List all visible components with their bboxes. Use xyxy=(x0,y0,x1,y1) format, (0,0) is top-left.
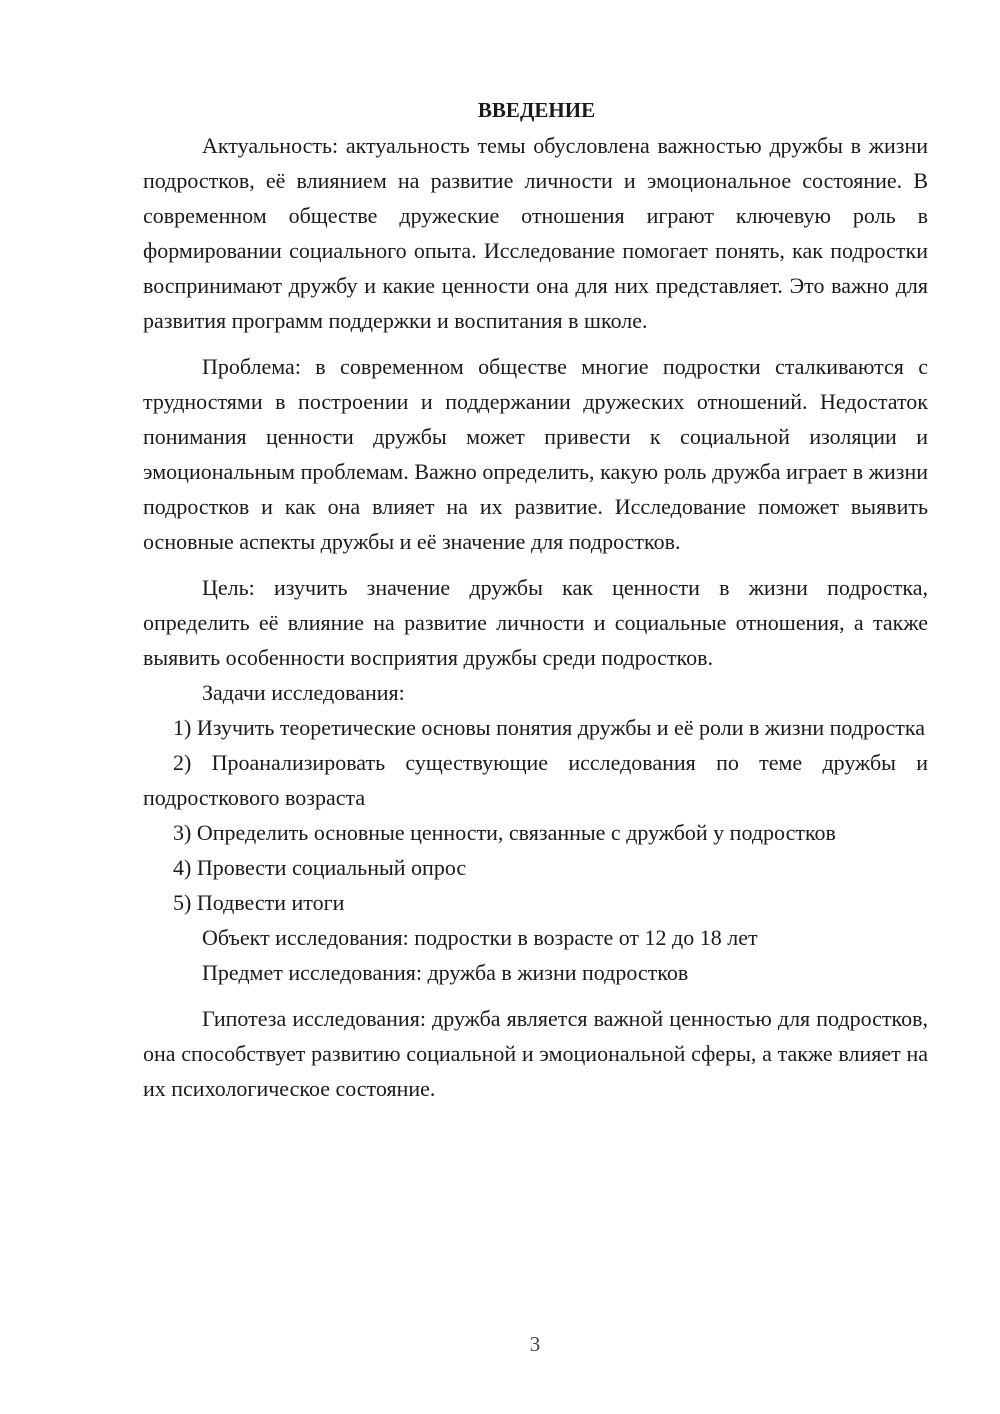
page-content xyxy=(143,93,928,1106)
task-item-3: 3) Определить основные ценности, связанные с дружбой у подростков xyxy=(173,820,836,845)
hypothesis-paragraph: Гипотеза исследования: дружба является важной ценностью для подростков, она способствует развитию социальной и эмоциональной сферы, а также влияет на их психологическое состояние. xyxy=(143,1006,928,1101)
task-item-1: 1) Изучить теоретические основы понятия дружбы и её роли в жизни подростка xyxy=(173,715,925,740)
page-number: 3 xyxy=(529,1332,541,1356)
problem-paragraph: Проблема: в современном обществе многие подростки сталкиваются с трудностями в построении и поддержании дружеских отношений. Недостаток понимания ценности дружбы может привести к социальной изоляции и эмоциональным проблемам. Важно определить, какую роль дружба играет в жизни подростков и как она влияет на их развитие. Исследование поможет выявить основные аспекты дружбы и её значение для подростков. xyxy=(143,354,928,554)
subject-paragraph: Предмет исследования: дружба в жизни подростков xyxy=(202,960,689,985)
object-paragraph: Объект исследования: подростки в возрасте от 12 до 18 лет xyxy=(202,925,758,950)
relevance-paragraph: Актуальность: актуальность темы обусловлена важностью дружбы в жизни подростков, её влиянием на развитие личности и эмоциональное состояние. В современном обществе дружеские отношения играют ключевую роль в формировании социального опыта. Исследование помогает понять, как подростки воспринимают дружбу и какие ценности она для них представляет. Это важно для развития программ поддержки и воспитания в школе. xyxy=(143,133,928,333)
page-heading: ВВЕДЕНИЕ xyxy=(477,98,596,122)
task-item-4: 4) Провести социальный опрос xyxy=(173,855,467,880)
task-item-5: 5) Подвести итоги xyxy=(173,890,345,915)
tasks-title: Задачи исследования: xyxy=(202,680,405,705)
task-item-2: 2) Проанализировать существующие исследования по теме дружбы и подросткового возраста xyxy=(143,750,928,810)
goal-paragraph: Цель: изучить значение дружбы как ценности в жизни подростка, определить её влияние на развитие личности и социальные отношения, а также выявить особенности восприятия дружбы среди подростков. xyxy=(143,575,928,670)
tasks-list xyxy=(143,710,928,920)
